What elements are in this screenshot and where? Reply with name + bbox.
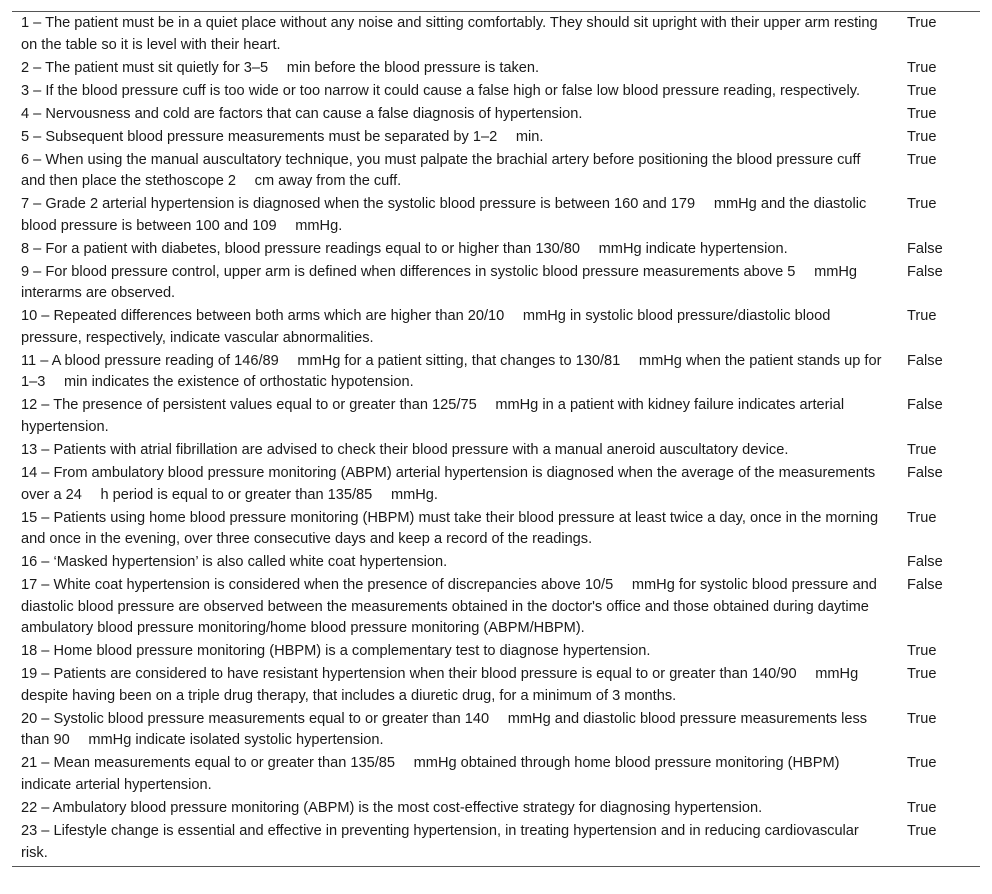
answer-cell: True	[907, 59, 937, 76]
answer-cell: False	[907, 352, 943, 369]
table-row	[12, 194, 980, 239]
answer-cell: True	[907, 710, 937, 727]
table-row	[12, 641, 980, 664]
table-row	[12, 508, 980, 553]
answer-cell: True	[907, 822, 937, 839]
statement-cell: 12 – The presence of persistent values equal to or greater than 125/75 mmHg in a patient with kidney failure indicates arterial hypertension.	[21, 397, 845, 435]
questionnaire-table-container	[12, 11, 980, 867]
answer-cell: False	[907, 554, 943, 571]
statement-cell: 5 – Subsequent blood pressure measurements must be separated by 1–2 min.	[21, 128, 544, 145]
table-row	[12, 239, 980, 262]
statement-cell: 14 – From ambulatory blood pressure monitoring (ABPM) arterial hypertension is diagnosed when the average of the measurements over a 24 h period is equal to or greater than 135/85 mmHg.	[21, 464, 876, 503]
answer-cell: False	[907, 464, 943, 481]
table-row	[12, 104, 980, 127]
table-row	[12, 262, 980, 307]
statement-cell: 4 – Nervousness and cold are factors that can cause a false diagnosis of hypertension.	[21, 105, 583, 122]
table-row	[12, 306, 980, 351]
table-row	[12, 463, 980, 508]
table-row	[12, 753, 980, 798]
statement-cell: 23 – Lifestyle change is essential and effective in preventing hypertension, in treating hypertension and in reducing cardiovascular risk.	[21, 822, 859, 861]
answer-cell: True	[907, 151, 937, 168]
statement-cell: 8 – For a patient with diabetes, blood pressure readings equal to or higher than 130/80 mmHg indicate hypertension.	[21, 240, 788, 257]
table-row	[12, 798, 980, 821]
answer-cell: True	[907, 308, 937, 325]
statement-cell: 18 – Home blood pressure monitoring (HBPM) is a complementary test to diagnose hypertension.	[21, 643, 651, 660]
answer-cell: False	[907, 263, 943, 280]
statement-cell: 1 – The patient must be in a quiet place without any noise and sitting comfortably. They should sit upright with their upper arm resting on the table so it is level with their heart.	[21, 15, 878, 53]
table-row	[12, 351, 980, 396]
table-row	[12, 150, 980, 195]
statement-cell: 11 – A blood pressure reading of 146/89 mmHg for a patient sitting, that changes to 130/81 mmHg when the patient stands up for 1–3 min indicates the existence of orthostatic hypotension.	[21, 352, 882, 391]
answer-cell: True	[907, 15, 937, 31]
statement-cell: 17 – White coat hypertension is considered when the presence of discrepancies above 10/5 mmHg for systolic blood pressure and diastolic blood pressure are observed between the measurements obtained in the doctor's office and those obtained during daytime ambulatory blood pressure monitoring/home blood pressure monitoring (ABPM/HBPM).	[21, 577, 877, 637]
statement-cell: 7 – Grade 2 arterial hypertension is diagnosed when the systolic blood pressure is between 160 and 179 mmHg and the diastolic blood pressure is between 100 and 109 mmHg.	[21, 196, 867, 234]
statement-cell: 15 – Patients using home blood pressure monitoring (HBPM) must take their blood pressure at least twice a day, once in the morning and once in the evening, over three consecutive days and keep a record of the readings.	[21, 509, 879, 548]
statement-cell: 16 – ‘Masked hypertension’ is also called white coat hypertension.	[21, 554, 448, 571]
table-row	[12, 81, 980, 104]
answer-cell: True	[907, 799, 937, 816]
answer-cell: True	[907, 128, 937, 145]
table-row	[12, 127, 980, 150]
answer-cell: True	[907, 666, 937, 683]
answer-cell: True	[907, 82, 937, 99]
table-body	[12, 12, 980, 867]
table-row	[12, 575, 980, 641]
table-row	[12, 12, 980, 58]
questionnaire-table	[12, 11, 980, 867]
statement-cell: 19 – Patients are considered to have resistant hypertension when their blood pressure is equal to or greater than 140/90 mmHg despite having been on a triple drug therapy, that includes a diuretic drug, for a minimum of 3 months.	[21, 666, 859, 704]
statement-cell: 6 – When using the manual auscultatory technique, you must palpate the brachial artery before positioning the blood pressure cuff and then place the stethoscope 2 cm away from the cuff.	[21, 151, 861, 190]
statement-cell: 10 – Repeated differences between both arms which are higher than 20/10 mmHg in systolic blood pressure/diastolic blood pressure, respectively, indicate vascular abnormalities.	[21, 308, 831, 346]
table-row	[12, 664, 980, 709]
table-row	[12, 440, 980, 463]
answer-cell: False	[907, 577, 943, 594]
answer-cell: True	[907, 196, 937, 213]
statement-cell: 22 – Ambulatory blood pressure monitoring (ABPM) is the most cost-effective strategy for diagnosing hypertension.	[21, 799, 763, 816]
answer-cell: True	[907, 643, 937, 660]
table-row	[12, 552, 980, 575]
statement-cell: 2 – The patient must sit quietly for 3–5 min before the blood pressure is taken.	[21, 59, 540, 76]
table-row	[12, 821, 980, 866]
answer-cell: True	[907, 441, 937, 458]
statement-cell: 9 – For blood pressure control, upper arm is defined when differences in systolic blood pressure measurements above 5 mmHg interarms are observed.	[21, 263, 858, 302]
answer-cell: False	[907, 240, 943, 257]
answer-cell: True	[907, 509, 937, 526]
table-row	[12, 58, 980, 81]
statement-cell: 21 – Mean measurements equal to or greater than 135/85 mmHg obtained through home blood pressure monitoring (HBPM) indicate arterial hypertension.	[21, 755, 840, 793]
answer-cell: True	[907, 755, 937, 772]
table-row	[12, 709, 980, 754]
table-row	[12, 395, 980, 440]
statement-cell: 20 – Systolic blood pressure measurements equal to or greater than 140 mmHg and diastolic blood pressure measurements less than 90 mmHg indicate isolated systolic hypertension.	[21, 710, 868, 749]
answer-cell: False	[907, 397, 943, 414]
statement-cell: 13 – Patients with atrial fibrillation are advised to check their blood pressure with a manual aneroid auscultatory device.	[21, 441, 789, 458]
answer-cell: True	[907, 105, 937, 122]
statement-cell: 3 – If the blood pressure cuff is too wide or too narrow it could cause a false high or false low blood pressure reading, respectively.	[21, 82, 861, 99]
